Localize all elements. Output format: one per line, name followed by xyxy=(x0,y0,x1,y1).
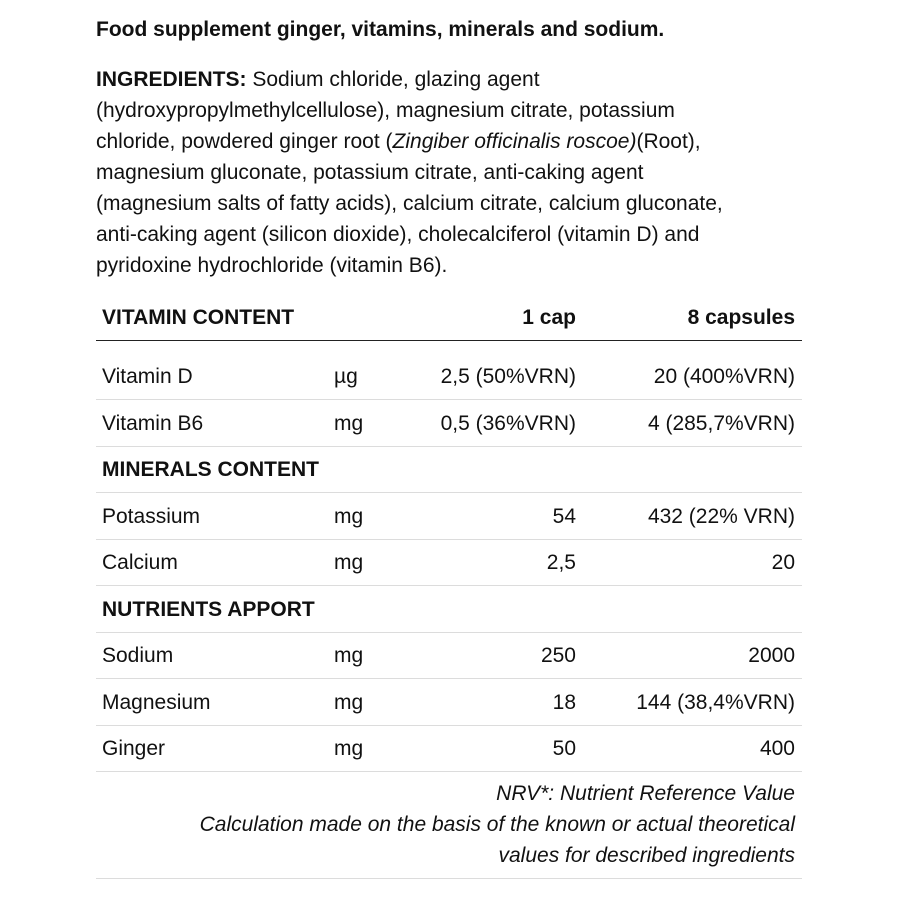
table-row-sodium xyxy=(96,633,802,680)
ingredients-line: chloride, powdered ginger root (Zingiber officinalis roscoe)(Root), xyxy=(96,130,701,153)
ingredients-line: (magnesium salts of fatty acids), calcium citrate, calcium gluconate, xyxy=(96,192,723,215)
ingredients-line: (hydroxypropylmethylcellulose), magnesium citrate, potassium xyxy=(96,99,675,122)
row-8-capsules-value: 432 (22% VRN) xyxy=(647,504,795,528)
row-name: Calcium xyxy=(102,551,178,574)
calculation-footnote-continued: values for described ingredients xyxy=(498,844,795,867)
nutrition-table xyxy=(96,296,802,879)
row-name: Vitamin D xyxy=(102,365,193,388)
row-unit: mg xyxy=(334,551,364,574)
row-8-capsules-value: 144 (38,4%VRN) xyxy=(636,690,795,714)
table-row-potassium xyxy=(96,493,802,540)
ingredients-label: INGREDIENTS: xyxy=(96,68,247,91)
section-nutrients-apport xyxy=(96,586,802,633)
row-unit: mg xyxy=(334,644,364,667)
row-1-cap-value: 250 xyxy=(540,644,576,667)
row-unit: mg xyxy=(334,411,364,435)
section-title: NUTRIENTS APPORT xyxy=(102,597,315,621)
calculation-footnote: Calculation made on the basis of the known or actual theoretical xyxy=(199,813,795,836)
row-name: Magnesium xyxy=(102,690,211,714)
table-row-calcium xyxy=(96,540,802,587)
table-header xyxy=(96,296,802,341)
header-1-cap: 1 cap xyxy=(522,306,576,329)
table-row-vitamin-b6 xyxy=(96,400,802,447)
table-footnotes xyxy=(96,772,802,879)
table-row-magnesium xyxy=(96,679,802,726)
row-unit: mg xyxy=(334,737,364,760)
row-unit: µg xyxy=(334,365,358,388)
section-minerals-content xyxy=(96,447,802,494)
ingredients-line: magnesium gluconate, potassium citrate, anti-caking agent xyxy=(96,161,644,184)
row-1-cap-value: 54 xyxy=(552,504,576,528)
ingredients-line: INGREDIENTS: Sodium chloride, glazing agent xyxy=(96,68,540,91)
row-name: Potassium xyxy=(102,504,201,528)
ingredients-paragraph xyxy=(96,64,808,281)
table-row-vitamin-d xyxy=(96,341,802,400)
section-title: MINERALS CONTENT xyxy=(102,458,319,481)
row-name: Vitamin B6 xyxy=(102,411,204,435)
botanical-name: Zingiber officinalis roscoe) xyxy=(392,130,637,153)
header-8-capsules: 8 capsules xyxy=(687,306,795,329)
nrv-footnote: NRV*: Nutrient Reference Value xyxy=(496,782,795,805)
row-1-cap-value: 2,5 (50%VRN) xyxy=(440,365,576,388)
row-8-capsules-value: 400 xyxy=(759,737,795,760)
row-8-capsules-value: 20 (400%VRN) xyxy=(653,365,795,388)
row-1-cap-value: 50 xyxy=(552,737,576,760)
row-unit: mg xyxy=(334,504,364,528)
header-vitamin-content: VITAMIN CONTENT xyxy=(102,306,295,329)
row-unit: mg xyxy=(334,690,364,714)
row-1-cap-value: 18 xyxy=(552,690,576,714)
ingredients-line: anti-caking agent (silicon dioxide), cholecalciferol (vitamin D) and xyxy=(96,223,700,246)
row-name: Ginger xyxy=(102,737,166,760)
ingredients-line: pyridoxine hydrochloride (vitamin B6). xyxy=(96,254,448,277)
table-row-ginger xyxy=(96,726,802,773)
row-8-capsules-value: 20 xyxy=(771,551,795,574)
row-8-capsules-value: 2000 xyxy=(748,644,795,667)
row-name: Sodium xyxy=(102,644,174,667)
row-1-cap-value: 0,5 (36%VRN) xyxy=(440,411,576,435)
row-1-cap-value: 2,5 xyxy=(546,551,576,574)
row-8-capsules-value: 4 (285,7%VRN) xyxy=(647,411,795,435)
page-title: Food supplement ginger, vitamins, minerals and sodium. xyxy=(96,18,665,41)
